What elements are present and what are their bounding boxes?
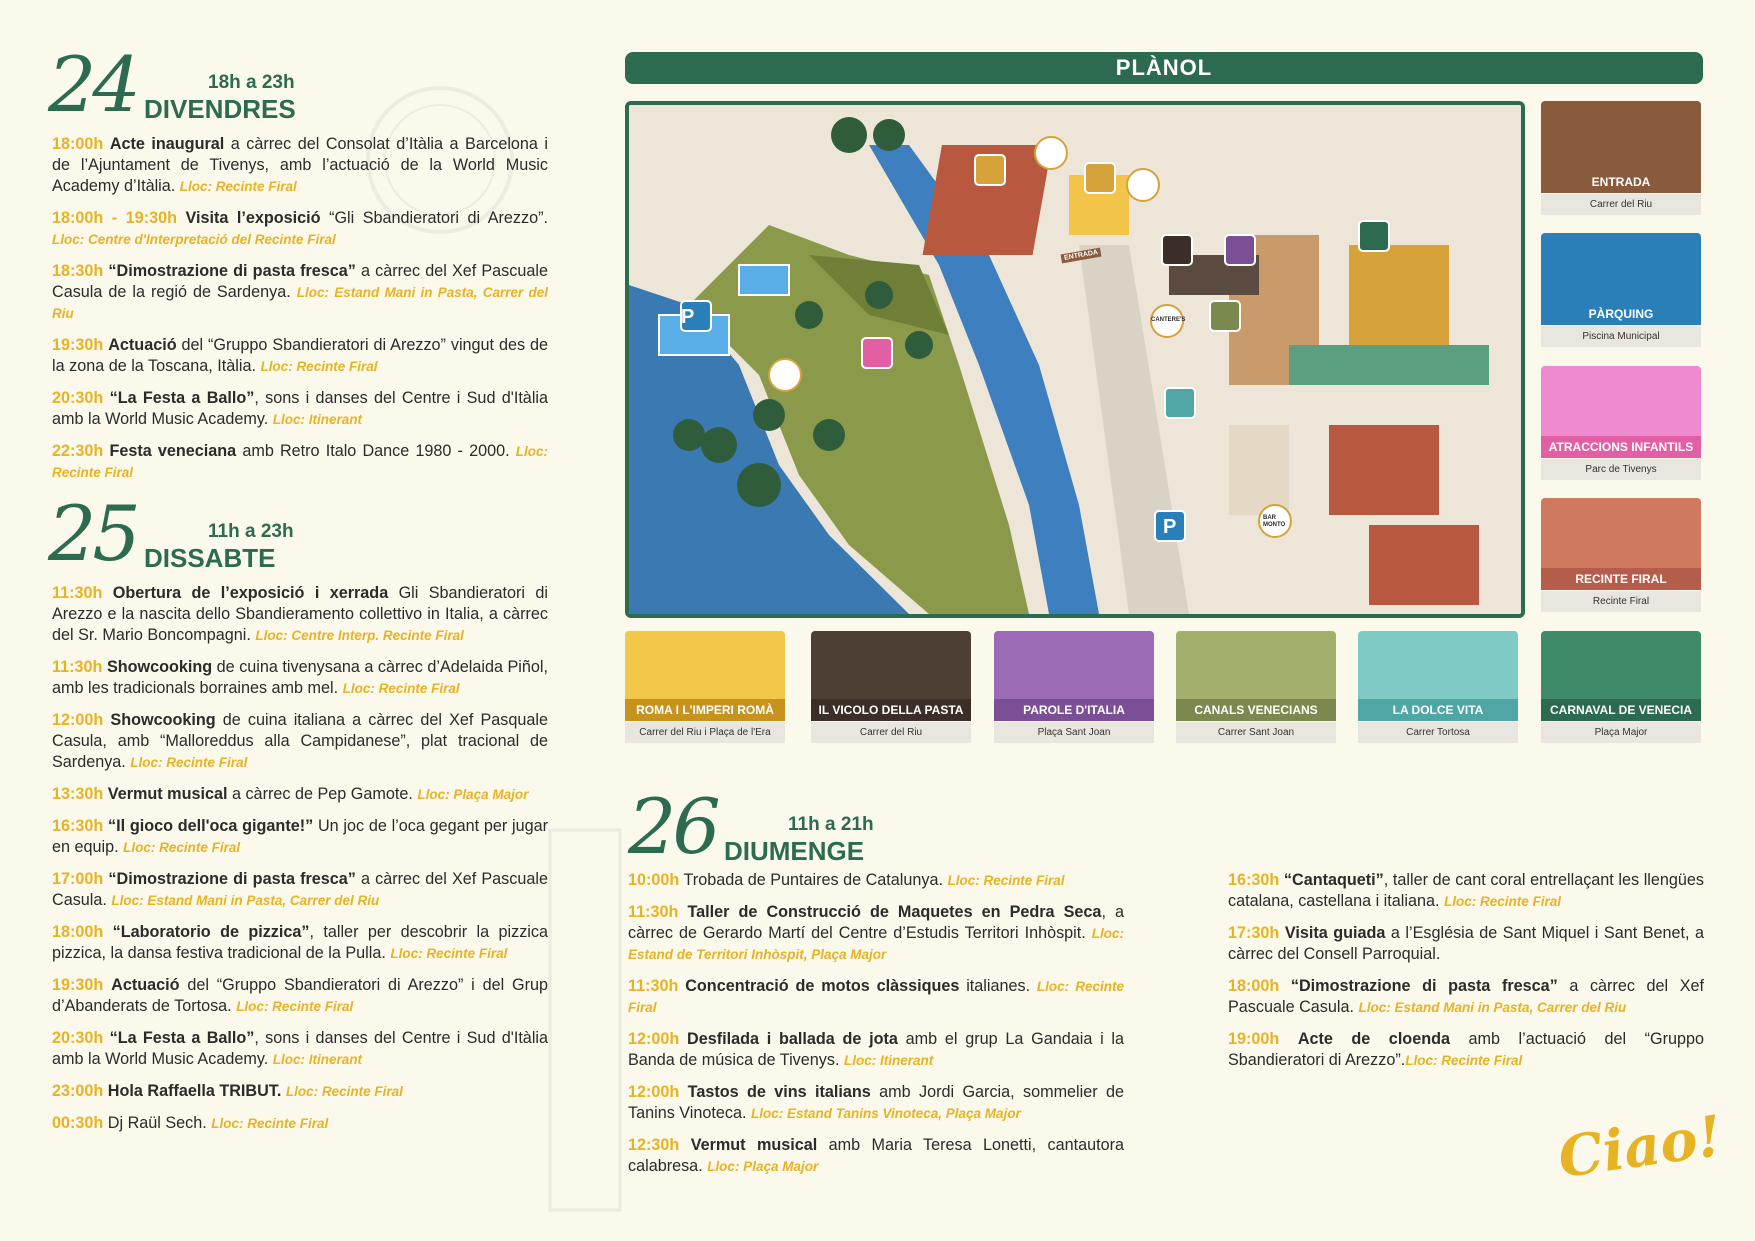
event-title: Acte inaugural bbox=[109, 135, 225, 153]
legend-card[interactable] bbox=[1541, 631, 1701, 744]
legend-card-location: Carrer del Riu bbox=[811, 722, 971, 743]
event-description: de cuina italiana a càrrec del Xef Pasquale Casula, amb “Malloreddus alla Campidanese”, plat tracional de Sardenya. bbox=[52, 711, 548, 771]
legend-card[interactable] bbox=[811, 631, 971, 744]
event-description: italianes. bbox=[959, 977, 1037, 995]
event-description: , taller per descobrir la pizzica pizzica, la dansa festiva tradicional de la Pulla. bbox=[52, 923, 548, 962]
event-location: Lloc: Itinerant bbox=[272, 1052, 362, 1067]
event-location: Lloc: Recinte Firal bbox=[947, 873, 1065, 888]
event-time: 10:00h bbox=[628, 871, 680, 889]
event-item bbox=[1228, 1029, 1704, 1071]
day-number: 24 bbox=[48, 40, 137, 129]
schedule-day-26-afternoon bbox=[1228, 870, 1704, 1082]
event-item bbox=[52, 388, 548, 430]
legend-card-label: ATRACCIONS INFANTILS bbox=[1541, 436, 1701, 458]
day-number: 26 bbox=[628, 782, 717, 871]
legend-card[interactable] bbox=[1541, 101, 1701, 215]
event-location: Lloc: Itinerant bbox=[272, 412, 362, 427]
map-entrada-sign: ENTRADA bbox=[1061, 248, 1102, 264]
event-location: Lloc: Recinte Firal bbox=[285, 1084, 403, 1099]
event-item bbox=[628, 1029, 1124, 1071]
day-hours: 18h a 23h bbox=[208, 72, 295, 93]
event-time: 17:00h bbox=[52, 870, 104, 888]
event-item bbox=[52, 869, 548, 911]
legend-card-label: RECINTE FIRAL bbox=[1541, 568, 1701, 590]
event-description: Gli Sbandieratori di Arezzo e la nascita dello Sbandieramento collettivo in Italia, a càrrec del Sr. Mario Boncompagni. bbox=[52, 584, 548, 644]
event-title: Desfilada i ballada de jota bbox=[687, 1030, 898, 1048]
event-item bbox=[52, 710, 548, 773]
event-time: 22:30h bbox=[52, 442, 104, 460]
legend-card[interactable] bbox=[1358, 631, 1518, 744]
event-time: 20:30h bbox=[52, 1029, 104, 1047]
event-item bbox=[52, 922, 548, 964]
legend-card-label: IL VICOLO DELLA PASTA bbox=[811, 699, 971, 721]
day-hours: 11h a 21h bbox=[788, 814, 874, 835]
event-title: “Il gioco dell'oca gigante!” bbox=[108, 817, 314, 835]
event-description: a càrrec del Xef Pascuale Casula. bbox=[52, 870, 548, 909]
event-location: Lloc: Itinerant bbox=[843, 1053, 934, 1068]
event-item bbox=[628, 1082, 1124, 1124]
event-location: Lloc: Estand Mani in Pasta, Carrer del Riu bbox=[1358, 1000, 1627, 1015]
event-item bbox=[628, 902, 1124, 965]
event-time: 12:00h bbox=[52, 711, 104, 729]
legend-card-location: Carrer del Riu i Plaça de l'Era bbox=[625, 722, 785, 743]
event-location: Lloc: Centre Interp. Recinte Firal bbox=[255, 628, 464, 643]
legend-card-location: Piscina Municipal bbox=[1541, 326, 1701, 347]
event-title: “La Festa a Ballo” bbox=[109, 1029, 255, 1047]
event-title: Actuació bbox=[111, 976, 180, 994]
left-column bbox=[48, 40, 549, 1145]
plan-title-bar: PLÀNOL bbox=[625, 52, 1703, 84]
map-label-bar: BAR MONTO bbox=[1263, 515, 1286, 528]
event-time: 11:30h bbox=[628, 977, 679, 995]
legend-card-location: Plaça Major bbox=[1541, 722, 1701, 743]
event-location: Lloc: Recinte Firal bbox=[1443, 894, 1562, 909]
event-title: Taller de Construcció de Maquetes en Pedra Seca bbox=[687, 903, 1102, 921]
event-location: Lloc: Recinte Firal bbox=[123, 840, 241, 855]
event-title: Showcooking bbox=[106, 658, 213, 676]
schedule-day-25 bbox=[52, 583, 548, 1134]
day-26-header bbox=[628, 782, 932, 871]
event-item bbox=[628, 870, 1124, 891]
event-location: Lloc: Plaça Major bbox=[417, 787, 529, 802]
event-item bbox=[52, 134, 548, 197]
event-description: amb el grup La Gandaia i la Banda de música de Tivenys. bbox=[628, 1030, 1125, 1069]
event-title: Concentració de motos clàssiques bbox=[685, 977, 960, 995]
event-item bbox=[1228, 976, 1704, 1018]
event-title: Tastos de vins italians bbox=[687, 1083, 871, 1101]
event-time: 12:00h bbox=[628, 1030, 680, 1048]
event-time: 23:00h bbox=[52, 1082, 104, 1100]
event-time: 11:30h bbox=[52, 584, 103, 602]
event-title: Vermut musical bbox=[107, 785, 228, 803]
map-label-cantere: CANTERE'S bbox=[1151, 317, 1186, 323]
event-time: 12:00h bbox=[628, 1083, 680, 1101]
event-description: a càrrec del Xef Pascuale Casula de la regió de Sardenya. bbox=[52, 262, 548, 301]
event-item bbox=[52, 1081, 548, 1102]
event-description: “Gli Sbandieratori di Arezzo”. bbox=[320, 209, 549, 227]
event-location: Lloc: Recinte Firal bbox=[211, 1116, 329, 1131]
event-description: Dj Raül Sech. bbox=[107, 1114, 212, 1132]
day-25-header bbox=[48, 489, 548, 578]
event-description: , sons i danses del Centre i Sud d'Itàlia amb la World Music Academy. bbox=[52, 1029, 549, 1068]
legend-card[interactable] bbox=[1541, 498, 1701, 612]
event-time: 11:30h bbox=[52, 658, 103, 676]
event-time: 20:30h bbox=[52, 389, 104, 407]
map-illustration[interactable] bbox=[625, 101, 1525, 618]
legend-card-label: PÀRQUING bbox=[1541, 303, 1701, 325]
event-description: a càrrec de Pep Gamote. bbox=[227, 785, 418, 803]
event-title: Hola Raffaella TRIBUT. bbox=[107, 1082, 282, 1100]
event-time: 16:30h bbox=[52, 817, 104, 835]
event-description: a càrrec del Consolat d’Itàlia a Barcelona i de l’Ajuntament de Tivenys, amb l’actuació de la World Music Academy d’Itàlia. bbox=[52, 135, 549, 195]
event-location: Lloc: Estand Mani in Pasta, Carrer del Riu bbox=[52, 285, 548, 321]
event-description: amb Jordi Garcia, sommelier de Tanins Vinoteca. bbox=[628, 1083, 1125, 1122]
ciao-logo: Ciao! bbox=[1554, 1102, 1726, 1192]
event-location: Lloc: Recinte Firal bbox=[342, 681, 460, 696]
event-time: 18:00h bbox=[1228, 977, 1280, 995]
legend-card-label: ROMA I L'IMPERI ROMÀ bbox=[625, 699, 785, 721]
event-item bbox=[52, 441, 548, 483]
legend-card-location: Carrer Tortosa bbox=[1358, 722, 1518, 743]
event-time: 11:30h bbox=[628, 903, 679, 921]
day-name: DIUMENGE bbox=[724, 836, 865, 866]
event-description: , a càrrec de Gerardo Martí del Centre d’Estudis Territori Inhòspit. bbox=[628, 903, 1124, 942]
day-number: 25 bbox=[48, 489, 137, 578]
event-title: “Dimostrazione di pasta fresca” bbox=[1290, 977, 1558, 995]
event-item bbox=[52, 261, 548, 324]
event-item bbox=[1228, 923, 1704, 965]
event-time: 18:00h bbox=[52, 923, 104, 941]
event-time: 18:00h - 19:30h bbox=[52, 209, 177, 227]
event-title: “Dimostrazione di pasta fresca” bbox=[108, 262, 356, 280]
event-title: Visita l’exposició bbox=[185, 209, 321, 227]
event-item bbox=[628, 1135, 1124, 1177]
event-location: Lloc: Recinte Firal bbox=[179, 179, 297, 194]
day-name: DISSABTE bbox=[144, 543, 276, 573]
event-description: amb Maria Teresa Lonetti, cantautora calabresa. bbox=[628, 1136, 1124, 1175]
event-description: del “Gruppo Sbandieratori di Arezzo” i del Grup d’Abanderats de Tortosa. bbox=[52, 976, 548, 1015]
event-time: 18:00h bbox=[52, 135, 104, 153]
day-24-header bbox=[48, 40, 548, 129]
event-location: Lloc: Estand de Territori Inhòspit, Plaça Major bbox=[628, 926, 1124, 962]
event-location: Lloc: Plaça Major bbox=[707, 1159, 819, 1174]
event-description: Trobada de Puntaires de Catalunya. bbox=[683, 871, 948, 889]
event-description: , taller de cant coral entrellaçant les llengües catalana, castellana i italiana. bbox=[1228, 871, 1705, 910]
event-time: 13:30h bbox=[52, 785, 104, 803]
event-title: “Dimostrazione di pasta fresca” bbox=[108, 870, 356, 888]
legend-card-location: Plaça Sant Joan bbox=[994, 722, 1154, 743]
event-description: a càrrec del Xef Pascuale Casula. bbox=[1228, 977, 1704, 1016]
event-time: 16:30h bbox=[1228, 871, 1280, 889]
event-item bbox=[52, 335, 548, 377]
legend-card-label: CANALS VENECIANS bbox=[1176, 699, 1336, 721]
event-item bbox=[52, 784, 548, 805]
event-description: a l’Església de Sant Miquel i Sant Benet, a càrrec del Consell Parroquial. bbox=[1228, 924, 1705, 963]
event-time: 19:00h bbox=[1228, 1030, 1280, 1048]
event-location: Lloc: Estand Tanins Vinoteca, Plaça Major bbox=[751, 1106, 1021, 1121]
event-location: Lloc: Recinte Firal bbox=[1405, 1053, 1523, 1068]
event-time: 19:30h bbox=[52, 976, 104, 994]
event-location: Lloc: Recinte Firal bbox=[236, 999, 354, 1014]
legend-card-label: CARNAVAL DE VENECIA bbox=[1541, 699, 1701, 721]
legend-card[interactable] bbox=[625, 631, 785, 744]
event-time: 17:30h bbox=[1228, 924, 1280, 942]
legend-card[interactable] bbox=[1541, 366, 1701, 480]
legend-card-location: Carrer del Riu bbox=[1541, 194, 1701, 215]
event-time: 19:30h bbox=[52, 336, 104, 354]
event-item bbox=[52, 1028, 548, 1070]
legend-card-label: ENTRADA bbox=[1541, 171, 1701, 193]
schedule-day-24 bbox=[52, 134, 548, 483]
event-title: Acte de cloenda bbox=[1297, 1030, 1450, 1048]
event-item bbox=[1228, 870, 1704, 912]
day-hours: 11h a 23h bbox=[208, 521, 294, 542]
event-title: Obertura de l’exposició i xerrada bbox=[112, 584, 389, 602]
event-title: Vermut musical bbox=[690, 1136, 818, 1154]
event-description: amb l’actuació del “Gruppo Sbandieratori di Arezzo”. bbox=[1228, 1030, 1704, 1069]
event-location: Lloc: Recinte Firal bbox=[130, 755, 248, 770]
event-item bbox=[628, 976, 1124, 1018]
event-description: Un joc de l’oca gegant per jugar en equip. bbox=[52, 817, 548, 856]
event-item bbox=[52, 816, 548, 858]
event-description: de cuina tivenysana a càrrec d’Adelaida Piñol, amb les tradicionals borraines amb mel. bbox=[52, 658, 548, 697]
map-drawing bbox=[629, 105, 1521, 614]
event-time: 00:30h bbox=[52, 1114, 104, 1132]
event-time: 12:30h bbox=[628, 1136, 680, 1154]
day-name: DIVENDRES bbox=[144, 94, 296, 124]
event-item bbox=[52, 208, 548, 250]
svg-text:P: P bbox=[1163, 516, 1177, 538]
event-item bbox=[52, 583, 548, 646]
event-location: Lloc: Recinte Firal bbox=[52, 444, 549, 480]
legend-card[interactable] bbox=[1176, 631, 1336, 744]
event-location: Lloc: Recinte Firal bbox=[628, 979, 1124, 1015]
event-location: Lloc: Estand Mani in Pasta, Carrer del Riu bbox=[111, 893, 380, 908]
legend-card-location: Parc de Tivenys bbox=[1541, 459, 1701, 480]
event-title: Actuació bbox=[108, 336, 177, 354]
legend-card[interactable] bbox=[994, 631, 1154, 744]
legend-card-location: Recinte Firal bbox=[1541, 591, 1701, 612]
event-item bbox=[52, 657, 548, 699]
event-title: Festa veneciana bbox=[109, 442, 237, 460]
event-title: Showcooking bbox=[110, 711, 216, 729]
event-location: Lloc: Recinte Firal bbox=[390, 946, 508, 961]
event-title: “Cantaqueti” bbox=[1283, 871, 1384, 889]
legend-card[interactable] bbox=[1541, 233, 1701, 347]
event-location: Lloc: Centre d'Interpretació del Recinte Firal bbox=[52, 232, 336, 247]
event-time: 18:30h bbox=[52, 262, 104, 280]
event-title: Visita guiada bbox=[1284, 924, 1386, 942]
event-location: Lloc: Recinte Firal bbox=[260, 359, 378, 374]
legend-card-location: Carrer Sant Joan bbox=[1176, 722, 1336, 743]
schedule-day-26-morning bbox=[628, 870, 1124, 1188]
event-description: del “Gruppo Sbandieratori di Arezzo” vingut des de la zona de la Toscana, Itàlia. bbox=[52, 336, 548, 375]
event-description: amb Retro Italo Dance 1980 - 2000. bbox=[236, 442, 516, 460]
pisa-tower-watermark bbox=[540, 820, 630, 1220]
event-item bbox=[52, 975, 548, 1017]
event-title: “La Festa a Ballo” bbox=[109, 389, 255, 407]
legend-card-label: PAROLE D'ITALIA bbox=[994, 699, 1154, 721]
event-description: , sons i danses del Centre i Sud d'Itàlia amb la World Music Academy. bbox=[52, 389, 549, 428]
event-title: “Laboratorio de pizzica” bbox=[112, 923, 310, 941]
event-item bbox=[52, 1113, 548, 1134]
legend-card-label: LA DOLCE VITA bbox=[1358, 699, 1518, 721]
svg-text:P: P bbox=[681, 306, 695, 328]
